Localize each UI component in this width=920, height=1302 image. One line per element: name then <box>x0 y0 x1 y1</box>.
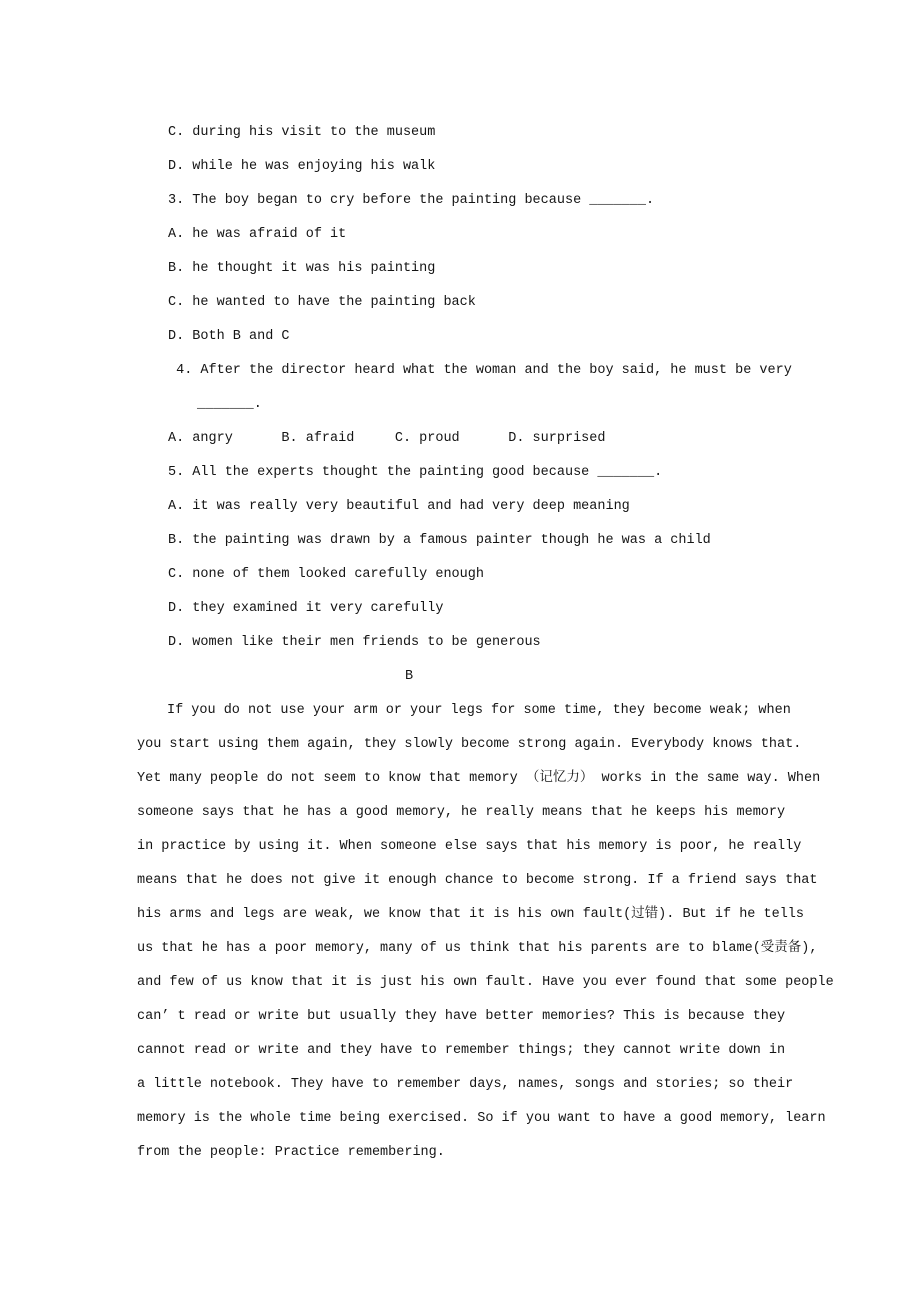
question-line <box>137 116 863 150</box>
question-line-text: C. none of them looked carefully enough <box>168 567 484 582</box>
question-line-text: D. Both B and C <box>168 329 290 344</box>
passage-line-text: memory is the whole time being exercised. So if you want to have a good memory, learn <box>137 1111 826 1126</box>
passage-line <box>137 1102 863 1136</box>
question-line <box>137 150 863 184</box>
passage-line <box>137 796 863 830</box>
passage-b-section <box>137 694 863 1170</box>
passage-line <box>137 830 863 864</box>
question-section <box>137 116 863 660</box>
passage-line <box>137 898 863 932</box>
question-line-text: _______. <box>197 397 262 412</box>
question-line <box>137 286 863 320</box>
question-line <box>137 252 863 286</box>
question-line-text: D. they examined it very carefully <box>168 601 444 616</box>
passage-line <box>137 728 863 762</box>
question-line <box>137 388 863 422</box>
exam-content <box>137 116 863 1170</box>
question-line <box>137 218 863 252</box>
passage-line-text: Yet many people do not seem to know that memory （记忆力） works in the same way. When <box>137 771 821 786</box>
question-line-text: 5. All the experts thought the painting good because _______. <box>168 465 663 480</box>
question-line-text: C. he wanted to have the painting back <box>168 295 476 310</box>
passage-line <box>137 694 863 728</box>
passage-line <box>137 1000 863 1034</box>
question-line <box>137 592 863 626</box>
passage-line-text: means that he does not give it enough chance to become strong. If a friend says that <box>137 873 818 888</box>
passage-b-section-header: B <box>405 669 414 684</box>
passage-line-text: a little notebook. They have to remember days, names, songs and stories; so their <box>137 1077 794 1092</box>
question-line-text: A. he was afraid of it <box>168 227 347 242</box>
question-line <box>137 490 863 524</box>
passage-line <box>137 762 863 796</box>
passage-line-text: can’ t read or write but usually they have better memories? This is because they <box>137 1009 786 1024</box>
question-line-text: 3. The boy began to cry before the painting because _______. <box>168 193 655 208</box>
question-line <box>137 558 863 592</box>
question-line <box>137 524 863 558</box>
question-line-text: D. while he was enjoying his walk <box>168 159 436 174</box>
question-line-text: C. during his visit to the museum <box>168 125 436 140</box>
passage-line-text: from the people: Practice remembering. <box>137 1145 445 1160</box>
question-line-text: A. angry B. afraid C. proud D. surprised <box>168 431 606 446</box>
passage-line-text: his arms and legs are weak, we know that it is his own fault(过错). But if he tells <box>137 907 805 922</box>
passage-line-text: you start using them again, they slowly become strong again. Everybody knows that. <box>137 737 802 752</box>
question-line-text: B. the painting was drawn by a famous painter though he was a child <box>168 533 711 548</box>
passage-line-text: someone says that he has a good memory, he really means that he keeps his memory <box>137 805 786 820</box>
passage-line-text: us that he has a poor memory, many of us think that his parents are to blame(受责备), <box>137 941 818 956</box>
passage-line <box>137 864 863 898</box>
question-line-text: 4. After the director heard what the woman and the boy said, he must be very <box>168 363 792 378</box>
passage-line-text: in practice by using it. When someone else says that his memory is poor, he really <box>137 839 802 854</box>
question-line <box>137 456 863 490</box>
question-line-text: A. it was really very beautiful and had very deep meaning <box>168 499 630 514</box>
passage-line <box>137 1068 863 1102</box>
passage-line-text: If you do not use your arm or your legs for some time, they become weak; when <box>167 703 791 718</box>
passage-line <box>137 966 863 1000</box>
passage-line <box>137 1034 863 1068</box>
question-line <box>137 354 863 388</box>
passage-line-text: and few of us know that it is just his own fault. Have you ever found that some people <box>137 975 834 990</box>
question-line <box>137 626 863 660</box>
passage-line <box>137 1136 863 1170</box>
question-line-text: D. women like their men friends to be generous <box>168 635 541 650</box>
question-line <box>137 184 863 218</box>
question-line <box>137 422 863 456</box>
passage-line-text: cannot read or write and they have to remember things; they cannot write down in <box>137 1043 786 1058</box>
question-line <box>137 320 863 354</box>
question-line-text: B. he thought it was his painting <box>168 261 436 276</box>
passage-line <box>137 932 863 966</box>
